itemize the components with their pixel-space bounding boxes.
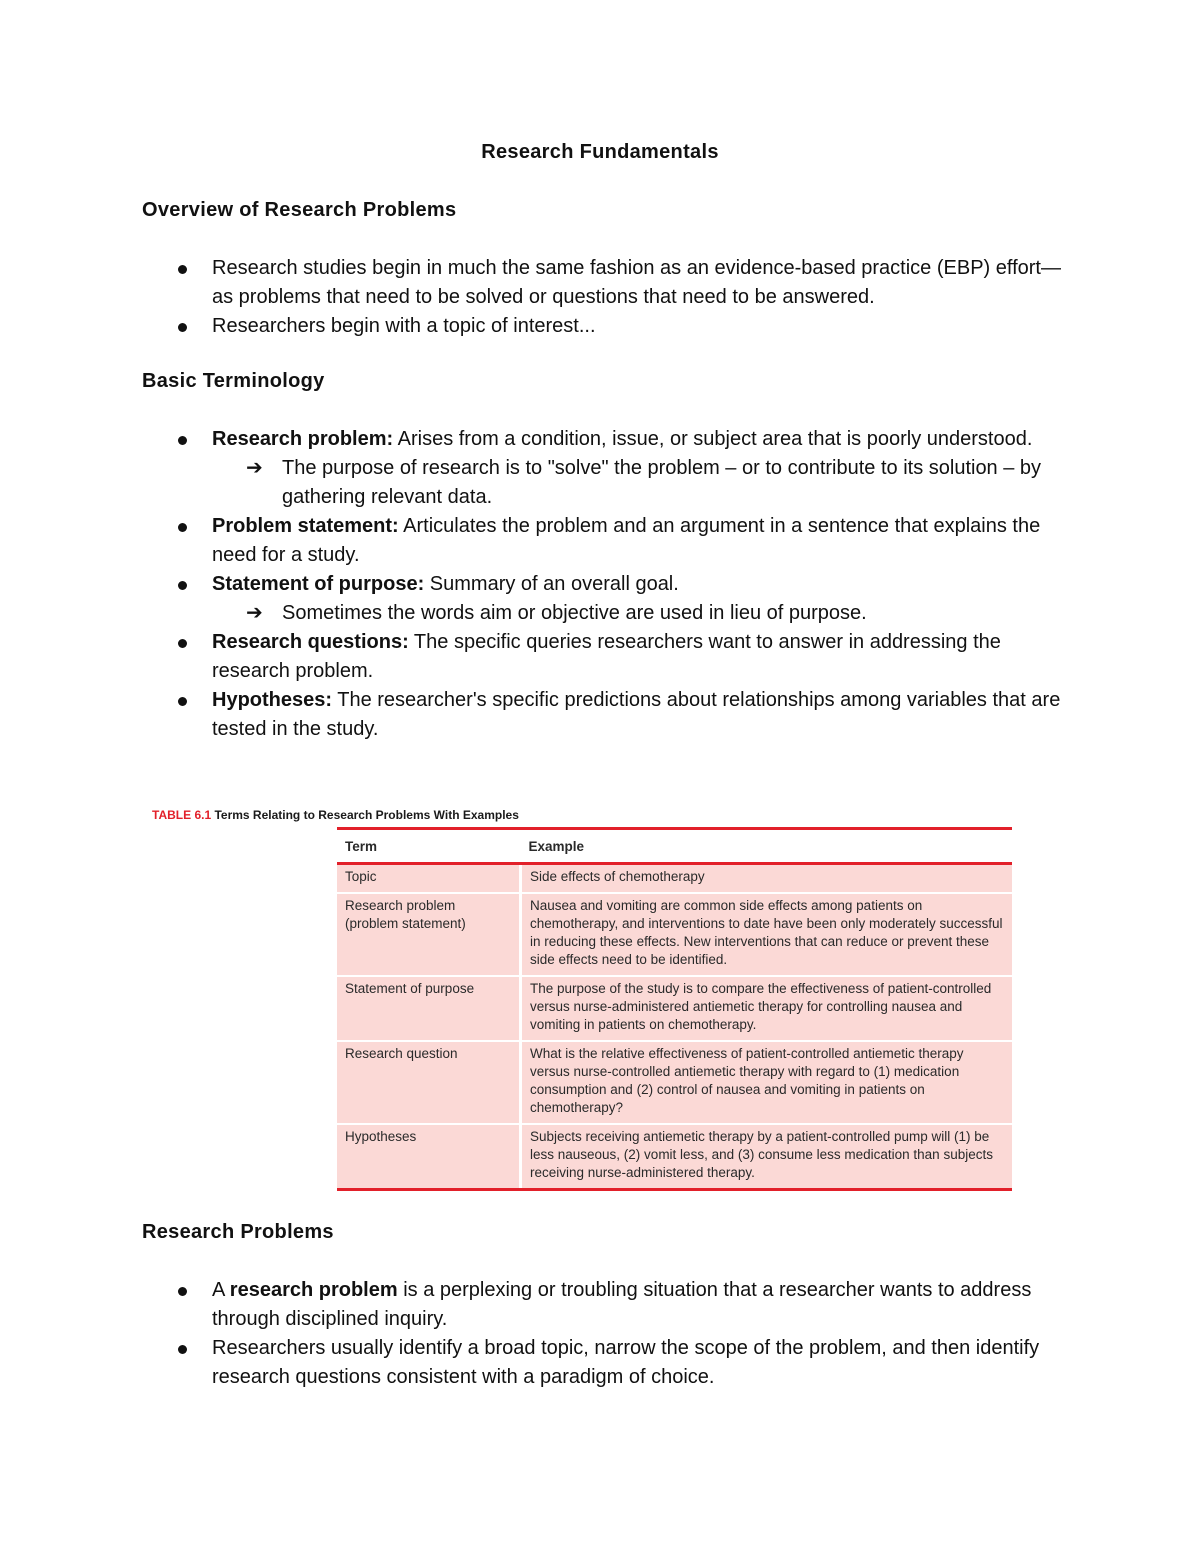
problems-list [142, 1276, 1062, 1392]
column-header-example: Example [521, 829, 1013, 864]
term-label: Statement of purpose: [212, 573, 425, 595]
terminology-list [142, 425, 1062, 744]
list-item: Research questions: The specific queries researchers want to answer in addressing the research problem. [142, 628, 1062, 686]
list-item: Statement of purpose: Summary of an overall goal. [142, 570, 1062, 599]
bullet-icon [178, 639, 187, 648]
term-cell: Research problem (problem statement) [337, 893, 521, 976]
document-title: Research Fundamentals [481, 141, 719, 163]
bullet-icon [178, 436, 187, 445]
bullet-icon [178, 265, 187, 274]
term-label: Problem statement: [212, 515, 399, 537]
column-header-term: Term [337, 829, 521, 864]
table-row [337, 1041, 1012, 1124]
term-cell: Topic [337, 864, 521, 894]
example-cell: The purpose of the study is to compare the effectiveness of patient-controlled versus nurse-administered antiemetic therapy for controlling nausea and vomiting in patients on chemotherapy. [521, 976, 1013, 1041]
overview-list [142, 254, 1062, 341]
table-number: TABLE 6.1 [152, 808, 212, 822]
table-row [337, 976, 1012, 1041]
table-caption: TABLE 6.1 Terms Relating to Research Problems With Examples [152, 808, 519, 822]
list-item: Hypotheses: The researcher's specific predictions about relationships among variables that are tested in the study. [142, 686, 1062, 744]
list-item: Researchers usually identify a broad topic, narrow the scope of the problem, and then identify research questions consistent with a paradigm of choice. [142, 1334, 1062, 1392]
term-label: Hypotheses: [212, 689, 333, 711]
bullet-icon [178, 523, 187, 532]
problems-heading: Research Problems [142, 1221, 334, 1243]
bullet-icon [178, 323, 187, 332]
term-label: research problem [229, 1279, 398, 1301]
bullet-icon [178, 581, 187, 590]
example-cell: What is the relative effectiveness of patient-controlled antiemetic therapy versus nurse-controlled antiemetic therapy with regard to (1) medication consumption and (2) control of nausea and vomiting in patients on chemotherapy? [521, 1041, 1013, 1124]
arrow-icon: ➔ [246, 457, 263, 479]
list-item: Problem statement: Articulates the problem and an argument in a sentence that explains the need for a study. [142, 512, 1062, 570]
term-cell: Research question [337, 1041, 521, 1124]
example-cell: Subjects receiving antiemetic therapy by a patient-controlled pump will (1) be less nauseous, (2) vomit less, and (3) consume less medication than subjects receiving nurse-administered therapy. [521, 1124, 1013, 1190]
bullet-icon [178, 697, 187, 706]
list-item: A research problem is a perplexing or troubling situation that a researcher wants to address through disciplined inquiry. [142, 1276, 1062, 1334]
terms-table [337, 827, 1012, 1191]
term-cell: Hypotheses [337, 1124, 521, 1190]
table-row [337, 893, 1012, 976]
example-cell: Nausea and vomiting are common side effects among patients on chemotherapy, and interventions to date have been only moderately successful in reducing these effects. New interventions that can reduce or prevent these side effects need to be identified. [521, 893, 1013, 976]
bullet-icon [178, 1345, 187, 1354]
list-item: Research studies begin in much the same fashion as an evidence-based practice (EBP) effort—as problems that need to be solved or questions that need to be answered. [142, 254, 1062, 312]
arrow-icon: ➔ [246, 602, 263, 624]
table-row [337, 864, 1012, 894]
list-item: Research problem: Arises from a condition, issue, or subject area that is poorly understood. [142, 425, 1062, 454]
bullet-icon [178, 1287, 187, 1296]
overview-heading: Overview of Research Problems [142, 199, 457, 221]
term-label: Research questions: [212, 631, 409, 653]
table-header-row [337, 829, 1012, 864]
sub-list-item: ➔ The purpose of research is to "solve" the problem – or to contribute to its solution – by gathering relevant data. [142, 454, 1062, 512]
sub-list-item: ➔ Sometimes the words aim or objective are used in lieu of purpose. [142, 599, 1062, 628]
term-label: Research problem: [212, 428, 394, 450]
example-cell: Side effects of chemotherapy [521, 864, 1013, 894]
term-cell: Statement of purpose [337, 976, 521, 1041]
terminology-heading: Basic Terminology [142, 370, 325, 392]
list-item: Researchers begin with a topic of interest... [142, 312, 1062, 341]
table-row [337, 1124, 1012, 1190]
